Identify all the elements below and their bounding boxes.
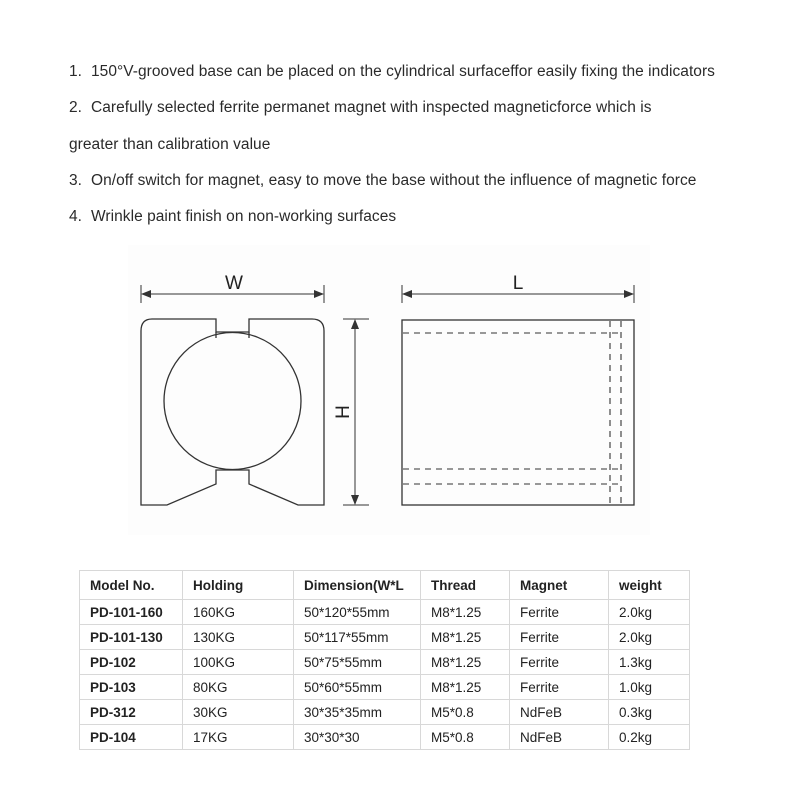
feature-number: 1.	[69, 63, 83, 80]
feature-number: 3.	[69, 172, 83, 189]
cell-magnet: Ferrite	[510, 625, 609, 650]
table-row	[80, 600, 690, 625]
table-header-row	[80, 571, 690, 600]
cell-holding: 100KG	[183, 650, 294, 675]
cell-weight: 2.0kg	[609, 600, 690, 625]
header-magnet: Magnet	[510, 571, 609, 600]
cell-model: PD-101-160	[80, 600, 183, 625]
cell-holding: 17KG	[183, 725, 294, 750]
cell-dimension: 50*60*55mm	[294, 675, 421, 700]
length-label: L	[512, 273, 524, 294]
feature-text: Carefully selected ferrite permanet magnet with inspected magneticforce which is	[91, 99, 652, 116]
cell-weight: 2.0kg	[609, 625, 690, 650]
table-row	[80, 675, 690, 700]
cell-dimension: 50*117*55mm	[294, 625, 421, 650]
cell-thread: M8*1.25	[421, 650, 510, 675]
cell-model: PD-102	[80, 650, 183, 675]
cell-weight: 1.3kg	[609, 650, 690, 675]
cell-thread: M8*1.25	[421, 600, 510, 625]
feature-text: On/off switch for magnet, easy to move the base without the influence of magnetic force	[91, 172, 697, 189]
cell-thread: M5*0.8	[421, 725, 510, 750]
cell-model: PD-101-130	[80, 625, 183, 650]
spec-table	[79, 570, 690, 750]
header-holding: Holding	[183, 571, 294, 600]
cell-holding: 130KG	[183, 625, 294, 650]
cell-holding: 80KG	[183, 675, 294, 700]
cell-magnet: Ferrite	[510, 650, 609, 675]
table-row	[80, 700, 690, 725]
feature-number: 2.	[69, 99, 83, 116]
width-label: W	[225, 273, 243, 294]
cell-dimension: 30*30*30	[294, 725, 421, 750]
cell-magnet: Ferrite	[510, 675, 609, 700]
cell-magnet: Ferrite	[510, 600, 609, 625]
cell-model: PD-104	[80, 725, 183, 750]
cell-weight: 0.2kg	[609, 725, 690, 750]
feature-text: greater than calibration value	[69, 136, 271, 153]
header-weight: weight	[609, 571, 690, 600]
feature-text: Wrinkle paint finish on non-working surfaces	[91, 208, 397, 225]
cell-holding: 160KG	[183, 600, 294, 625]
cell-holding: 30KG	[183, 700, 294, 725]
cell-weight: 0.3kg	[609, 700, 690, 725]
header-thread: Thread	[421, 571, 510, 600]
feature-text: 150°V-grooved base can be placed on the cylindrical surfaceffor easily fixing the indicators	[91, 63, 715, 80]
table-row	[80, 650, 690, 675]
cell-magnet: NdFeB	[510, 725, 609, 750]
header-dimension: Dimension(W*L	[294, 571, 421, 600]
cell-model: PD-312	[80, 700, 183, 725]
cell-thread: M5*0.8	[421, 700, 510, 725]
table-row	[80, 725, 690, 750]
cell-thread: M8*1.25	[421, 675, 510, 700]
header-model: Model No.	[80, 571, 183, 600]
cell-dimension: 50*120*55mm	[294, 600, 421, 625]
table-row	[80, 625, 690, 650]
feature-number: 4.	[69, 208, 83, 225]
cell-dimension: 50*75*55mm	[294, 650, 421, 675]
cell-model: PD-103	[80, 675, 183, 700]
height-label: H	[333, 405, 354, 419]
drawing-background	[128, 245, 650, 535]
cell-magnet: NdFeB	[510, 700, 609, 725]
cell-thread: M8*1.25	[421, 625, 510, 650]
cell-dimension: 30*35*35mm	[294, 700, 421, 725]
cell-weight: 1.0kg	[609, 675, 690, 700]
